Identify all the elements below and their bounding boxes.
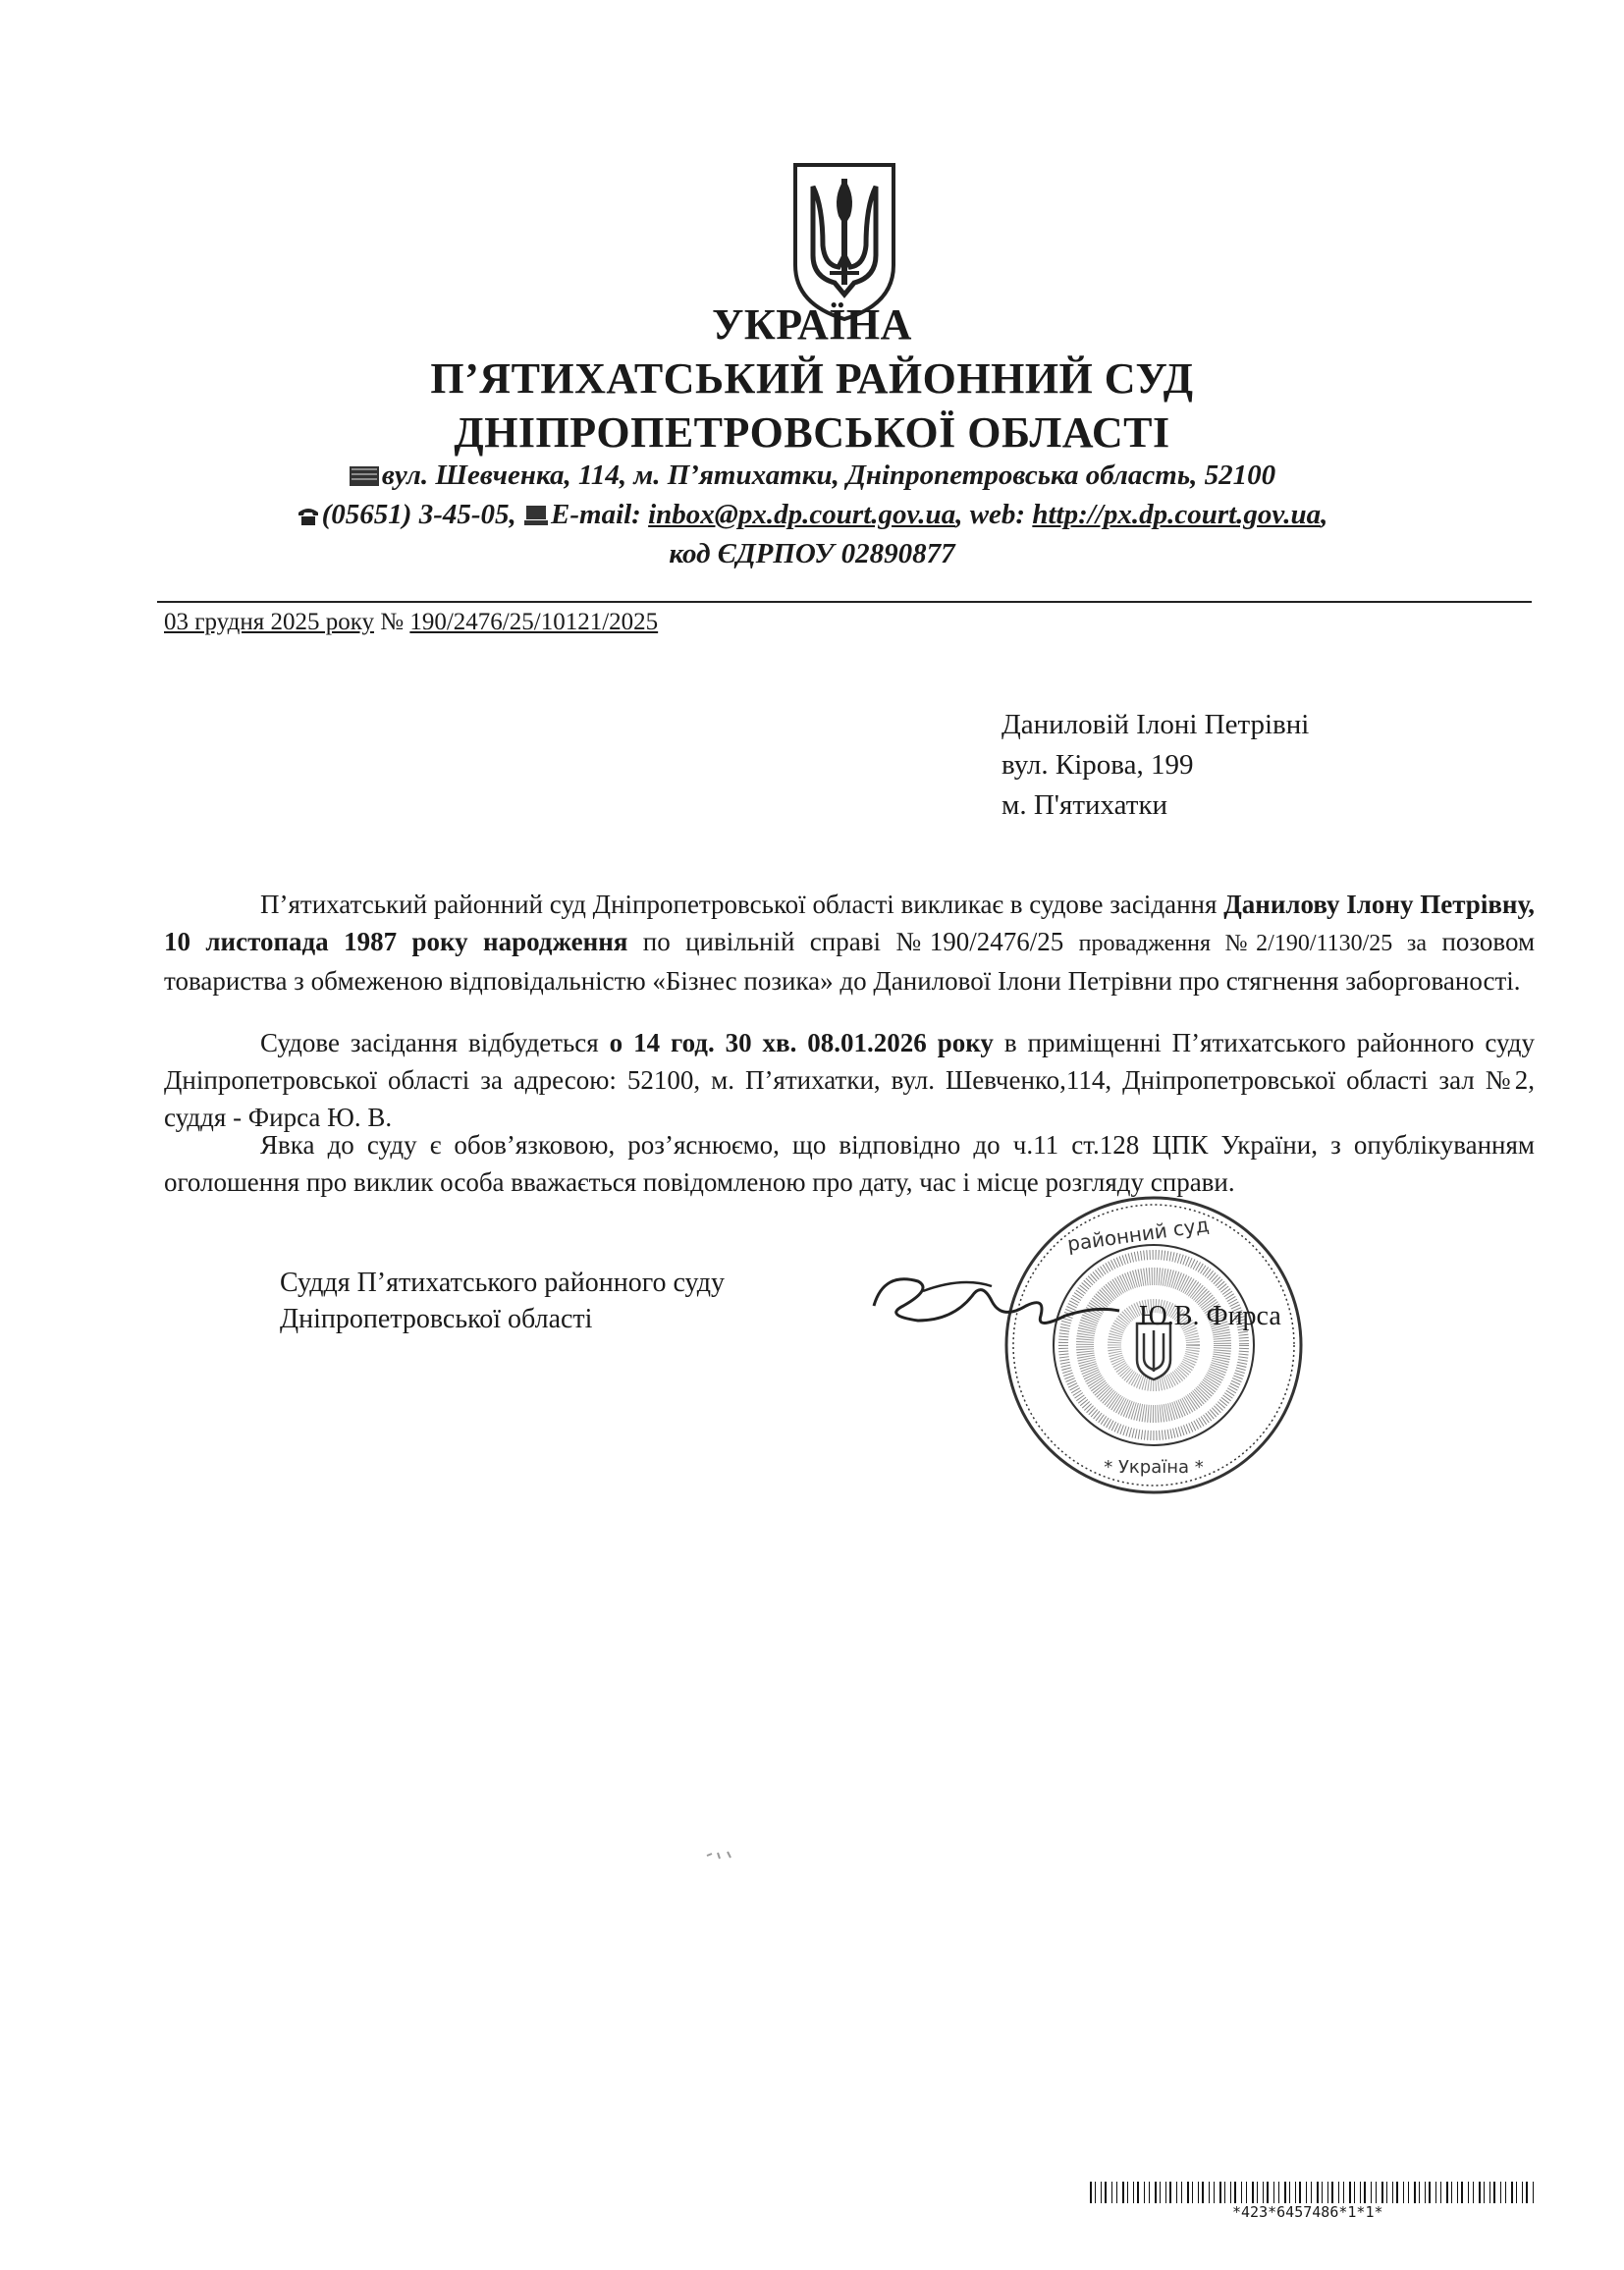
barcode-bar (1419, 2182, 1420, 2203)
barcode-bar (1396, 2182, 1398, 2203)
barcode-bar (1386, 2182, 1387, 2203)
barcode-icon (1090, 2182, 1542, 2203)
court-address: вул. Шевченка, 114, м. П’ятихатки, Дніпропетровська область, 52100 (381, 459, 1276, 491)
barcode-bar (1116, 2182, 1117, 2203)
barcode-bar (1101, 2182, 1102, 2203)
barcode-bar (1322, 2182, 1323, 2203)
barcode-bar (1105, 2182, 1107, 2203)
barcode-bar (1403, 2182, 1404, 2203)
p2-text-b: в приміщенні П’ятихатського районного суду Дніпропетровської області за адресою: 52100, м. П’ятихатки, вул. Шевченко,114, Дніпропетровської області зал №2, суддя - Фирса Ю. В. (164, 1028, 1536, 1132)
barcode-bar (1493, 2182, 1495, 2203)
barcode-bar (1511, 2182, 1513, 2203)
barcode-bar (1349, 2182, 1351, 2203)
barcode-bar (1160, 2182, 1161, 2203)
recipient-street: вул. Кірова, 199 (1001, 749, 1194, 781)
barcode-bar (1461, 2182, 1463, 2203)
envelope-icon (349, 465, 380, 487)
barcode-bar (1425, 2182, 1426, 2203)
judge-signature-icon (864, 1262, 1129, 1340)
paragraph-hearing (164, 1024, 1535, 1136)
barcode-bar (1169, 2182, 1171, 2203)
barcode-bar (1192, 2182, 1193, 2203)
paragraph-attendance (164, 1126, 1535, 1201)
barcode-bar (1224, 2182, 1225, 2203)
svg-text:* Україна *: * Україна * (1104, 1457, 1204, 1478)
barcode-bar (1484, 2182, 1485, 2203)
barcode-bar (1435, 2182, 1436, 2203)
p1-defendant: Данилову Ілону Петрівну, 10 листопада 1987 року народження (164, 890, 1536, 956)
email-label: E-mail: (551, 499, 641, 530)
barcode-bar (1230, 2182, 1231, 2203)
barcode-bar (1338, 2182, 1339, 2203)
barcode-bar (1095, 2182, 1096, 2203)
barcode-bar (1306, 2182, 1307, 2203)
court-seal-icon (1001, 1193, 1306, 1497)
barcode-bar (1317, 2182, 1319, 2203)
barcode-bar (1360, 2182, 1361, 2203)
barcode-bar (1331, 2182, 1333, 2203)
barcode-bar (1278, 2182, 1279, 2203)
web-link[interactable]: http://px.dp.court.gov.ua (1032, 499, 1322, 530)
barcode-bar (1526, 2182, 1528, 2203)
p1-text-c: позовом товариства з обмеженою відповідальністю «Бізнес позика» до Данилової Ілони Петрівни про стягнення заборгованості. (164, 927, 1536, 996)
barcode-bar (1446, 2182, 1448, 2203)
judge-title-line1: Суддя П’ятихатського районного суду (280, 1268, 726, 1298)
barcode-bar (1381, 2182, 1383, 2203)
svg-text:районний суд: районний суд (1065, 1213, 1211, 1257)
p1-text-b: по цивільній справі №190/2476/25 (627, 927, 1064, 956)
barcode-bar (1408, 2182, 1409, 2203)
barcode-bar (1214, 2182, 1215, 2203)
barcode-bar (1187, 2182, 1189, 2203)
barcode-bar (1289, 2182, 1290, 2203)
court-code: код ЄДРПОУ 02890877 (669, 538, 955, 569)
barcode-bar (1295, 2182, 1296, 2203)
computer-icon (523, 505, 549, 526)
barcode-bar (1181, 2182, 1182, 2203)
barcode-bar (1284, 2182, 1286, 2203)
header-divider (157, 601, 1532, 603)
barcode-bar (1111, 2182, 1112, 2203)
judge-name: Ю.В. Фирса (1139, 1301, 1281, 1331)
barcode-bar (1144, 2182, 1145, 2203)
barcode-text: *423*6457486*1*1* (1232, 2203, 1383, 2221)
p3-text: Явка до суду є обов’язковою, роз’яснюємо, що відповідно до ч.11 ст.128 ЦПК України, з опублікуванням оголошення про виклик особа вважається повідомленою про дату, час і місце розгляду справи. (164, 1130, 1535, 1197)
barcode-bar (1364, 2182, 1366, 2203)
barcode-bar (1327, 2182, 1328, 2203)
barcode-bar (1137, 2182, 1139, 2203)
recipient-city: м. П'ятихатки (1001, 789, 1168, 821)
barcode-bar (1440, 2182, 1441, 2203)
paragraph-summons (164, 886, 1535, 1000)
barcode-bar (1155, 2182, 1157, 2203)
barcode-bar (1149, 2182, 1150, 2203)
p2-text-a: Судове засідання відбудеться (260, 1028, 599, 1057)
barcode-bar (1311, 2182, 1312, 2203)
barcode-bar (1267, 2182, 1269, 2203)
barcode-bar (1263, 2182, 1264, 2203)
court-contacts-line: (05651) 3-45-05, E-mail: inbox@px.dp.court.gov.ua, web: http://px.dp.court.gov.ua, (147, 499, 1477, 531)
p1-text-a: П’ятихатський районний суд Дніпропетровської області викликає в судове засідання (260, 890, 1218, 919)
judge-title-line2: Дніпропетровської області (280, 1304, 593, 1334)
barcode-bar (1473, 2182, 1474, 2203)
barcode-bar (1451, 2182, 1452, 2203)
court-name-line2: ДНІПРОПЕТРОВСЬКОЇ ОБЛАСТІ (454, 408, 1170, 457)
email-link[interactable]: inbox@px.dp.court.gov.ua (648, 499, 956, 530)
barcode-bar (1219, 2182, 1221, 2203)
scan-speck (704, 1844, 743, 1864)
barcode-bar (1479, 2182, 1481, 2203)
court-address-line (147, 459, 1477, 492)
barcode-bar (1246, 2182, 1247, 2203)
barcode-bar (1257, 2182, 1258, 2203)
barcode-bar (1176, 2182, 1177, 2203)
outgoing-reference (164, 609, 658, 636)
p1-proceeding: провадження №2/190/1130/25 за (1078, 931, 1428, 956)
barcode-bar (1429, 2182, 1431, 2203)
barcode-bar (1234, 2182, 1236, 2203)
number-sign: № (380, 609, 405, 635)
court-phone: (05651) 3-45-05, (321, 499, 516, 530)
court-name-line1: П’ЯТИХАТСЬКИЙ РАЙОННИЙ СУД (430, 354, 1194, 403)
barcode-bar (1198, 2182, 1199, 2203)
country-title: УКРАЇНА (712, 300, 912, 349)
barcode-bar (1090, 2182, 1092, 2203)
barcode-bar (1133, 2182, 1134, 2203)
barcode-bar (1165, 2182, 1166, 2203)
barcode-bar (1505, 2182, 1506, 2203)
barcode-bar (1392, 2182, 1393, 2203)
barcode-bar (1354, 2182, 1355, 2203)
web-label: , web: (955, 499, 1026, 530)
barcode-bar (1522, 2182, 1523, 2203)
barcode-bar (1202, 2182, 1204, 2203)
barcode-bar (1343, 2182, 1344, 2203)
barcode-bar (1209, 2182, 1210, 2203)
outgoing-date: 03 грудня 2025 року (164, 609, 374, 635)
outgoing-number: 190/2476/25/10121/2025 (409, 609, 659, 635)
barcode-bar (1500, 2182, 1501, 2203)
barcode-bar (1489, 2182, 1490, 2203)
barcode-bar (1252, 2182, 1254, 2203)
barcode-bar (1122, 2182, 1124, 2203)
phone-icon (297, 505, 320, 526)
barcode-bar (1414, 2182, 1416, 2203)
barcode-bar (1376, 2182, 1377, 2203)
barcode-bar (1533, 2182, 1534, 2203)
barcode-bar (1241, 2182, 1242, 2203)
barcode-bar (1468, 2182, 1469, 2203)
recipient-name: Даниловій Ілоні Петрівні (1001, 709, 1310, 740)
barcode-bar (1371, 2182, 1372, 2203)
barcode-bar (1457, 2182, 1458, 2203)
barcode-bar (1273, 2182, 1274, 2203)
barcode-bar (1299, 2182, 1301, 2203)
barcode-bar (1516, 2182, 1517, 2203)
p2-hearing-time: о 14 год. 30 хв. 08.01.2026 року (609, 1028, 994, 1057)
barcode-bar (1127, 2182, 1128, 2203)
